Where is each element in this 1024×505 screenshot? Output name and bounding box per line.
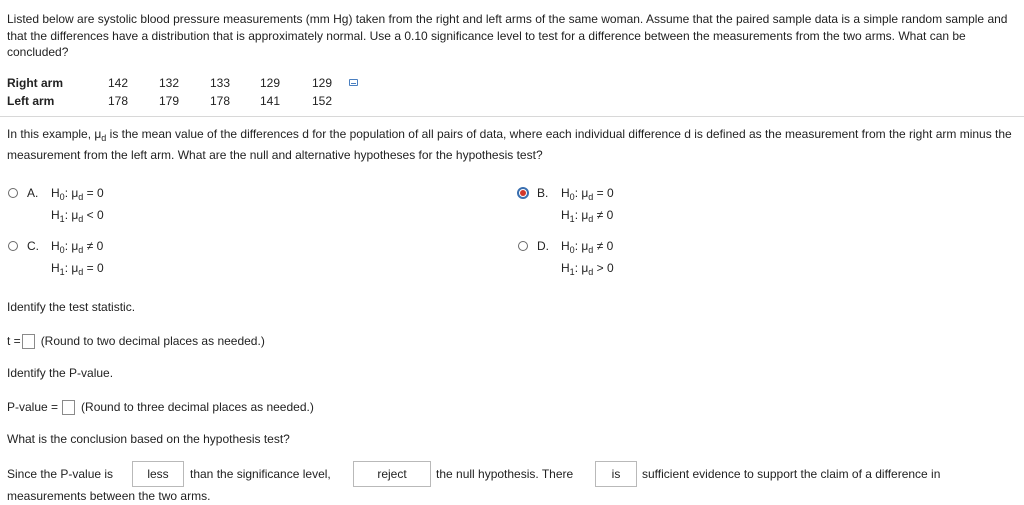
option-c-h1 [51, 261, 104, 275]
mu-subscript: d [588, 267, 594, 277]
row-label-right-arm: Right arm [7, 76, 64, 90]
relation-sign: = [86, 261, 94, 275]
p-value-input[interactable] [62, 400, 75, 415]
option-a-letter: A. [27, 186, 39, 200]
mu-symbol: μ [581, 239, 589, 253]
table-cell: 152 [312, 94, 333, 108]
option-b-radio[interactable] [517, 187, 529, 199]
comparison-dropdown[interactable]: less [132, 461, 184, 487]
colon: : [574, 261, 579, 275]
option-a-h1 [51, 208, 104, 222]
conclusion-text-3: the null hypothesis. There [436, 467, 574, 481]
mu-symbol: μ [581, 261, 589, 275]
h-subscript: 1 [569, 267, 575, 277]
option-d-h0 [561, 239, 613, 253]
question-text-start: In this example, μ [7, 127, 102, 141]
h-subscript: 0 [569, 245, 575, 255]
mu-symbol: μ [581, 208, 589, 222]
t-label: t = [7, 334, 21, 348]
mu-subscript: d [78, 214, 84, 224]
relation-sign: < [86, 208, 94, 222]
mu-subscript: d [78, 267, 84, 277]
h-subscript: 0 [59, 245, 65, 255]
p-value-hint: (Round to three decimal places as needed.) [81, 400, 314, 414]
colon: : [574, 208, 579, 222]
hyp-value: 0 [96, 239, 104, 253]
p-value-row [7, 399, 314, 415]
mu-subscript: d [78, 245, 84, 255]
row-label-left-arm: Left arm [7, 94, 55, 108]
table-cell: 132 [159, 76, 180, 90]
h-symbol: H [51, 208, 60, 222]
h-subscript: 0 [569, 192, 575, 202]
table-cell: 141 [260, 94, 281, 108]
mu-symbol: μ [71, 239, 79, 253]
option-d-letter: D. [537, 239, 549, 253]
h-subscript: 1 [59, 214, 65, 224]
option-b-h1 [561, 208, 613, 222]
relation-sign: ≠ [596, 239, 604, 253]
question-text-end: is the mean value of the differences d for the population of all pairs of data, where each individual difference d is defined as the measurement from the right arm minus the measurement from the left arm. What are the null and alternative hypotheses for the hypothesis test? [7, 127, 1012, 162]
mu-subscript: d [588, 245, 594, 255]
p-value-prompt: Identify the P-value. [7, 366, 114, 380]
h-symbol: H [51, 186, 60, 200]
colon: : [574, 186, 579, 200]
h-symbol: H [561, 208, 570, 222]
option-c-letter: C. [27, 239, 39, 253]
table-cell: 178 [210, 94, 231, 108]
conclusion-text-2: than the significance level, [190, 467, 331, 481]
conclusion-text-4: sufficient evidence to support the claim of a difference in [642, 467, 941, 481]
subscript-d: d [101, 133, 107, 143]
hyp-value: 0 [607, 186, 614, 200]
conclusion-text-5: measurements between the two arms. [7, 489, 211, 503]
evidence-dropdown[interactable]: is [595, 461, 637, 487]
table-cell: 179 [159, 94, 180, 108]
colon: : [64, 208, 69, 222]
option-a-radio[interactable] [8, 188, 18, 198]
mu-subscript: d [588, 214, 594, 224]
option-a-h0 [51, 186, 104, 200]
relation-sign: ≠ [596, 208, 604, 222]
test-stat-row [7, 333, 265, 349]
relation-sign: ≠ [86, 239, 94, 253]
h-symbol: H [561, 186, 570, 200]
mu-symbol: μ [71, 261, 79, 275]
option-d-h1 [561, 261, 614, 275]
hyp-value: 0 [97, 186, 104, 200]
mu-symbol: μ [581, 186, 589, 200]
h-subscript: 1 [59, 267, 65, 277]
decision-dropdown[interactable]: reject [353, 461, 431, 487]
p-value-label: P-value = [7, 400, 59, 414]
colon: : [64, 261, 69, 275]
colon: : [64, 186, 69, 200]
test-stat-prompt: Identify the test statistic. [7, 300, 136, 314]
colon: : [574, 239, 579, 253]
relation-sign: = [596, 186, 604, 200]
table-cell: 142 [108, 76, 129, 90]
option-d-radio[interactable] [518, 241, 528, 251]
h-symbol: H [561, 239, 570, 253]
hyp-value: 0 [97, 208, 104, 222]
problem-statement: Listed below are systolic blood pressure measurements (mm Hg) taken from the right and left arms of the same woman. Assume that the paired sample data is a simple random sample and that the differences have a distribution that is approximately normal. Use a 0.10 significance level to test for a difference between the measurements from the two arms. What can be concluded? [7, 12, 1008, 59]
mu-symbol: μ [71, 186, 79, 200]
h-symbol: H [51, 239, 60, 253]
t-hint: (Round to two decimal places as needed.) [40, 334, 265, 348]
option-c-radio[interactable] [8, 241, 18, 251]
option-b-letter: B. [537, 186, 549, 200]
option-c-h0 [51, 239, 103, 253]
divider [0, 116, 1024, 117]
relation-sign: = [86, 186, 94, 200]
table-cell: 178 [108, 94, 129, 108]
h-subscript: 1 [569, 214, 575, 224]
mu-symbol: μ [71, 208, 79, 222]
table-cell: 133 [210, 76, 231, 90]
table-cell: 129 [260, 76, 281, 90]
t-input[interactable] [22, 334, 35, 349]
hyp-value: 0 [97, 261, 104, 275]
hyp-value: 0 [607, 261, 614, 275]
h-symbol: H [561, 261, 570, 275]
conclusion-text-1: Since the P-value is [7, 467, 114, 481]
question-text [7, 124, 1017, 166]
mu-subscript: d [588, 192, 594, 202]
option-b-h0 [561, 186, 614, 200]
colon: : [64, 239, 69, 253]
hyp-value: 0 [606, 239, 614, 253]
mu-subscript: d [78, 192, 84, 202]
h-symbol: H [51, 261, 60, 275]
relation-sign: > [596, 261, 604, 275]
copy-data-icon[interactable] [349, 79, 358, 86]
conclusion-prompt: What is the conclusion based on the hypothesis test? [7, 432, 290, 446]
table-cell: 129 [312, 76, 333, 90]
hyp-value: 0 [606, 208, 614, 222]
h-subscript: 0 [59, 192, 65, 202]
